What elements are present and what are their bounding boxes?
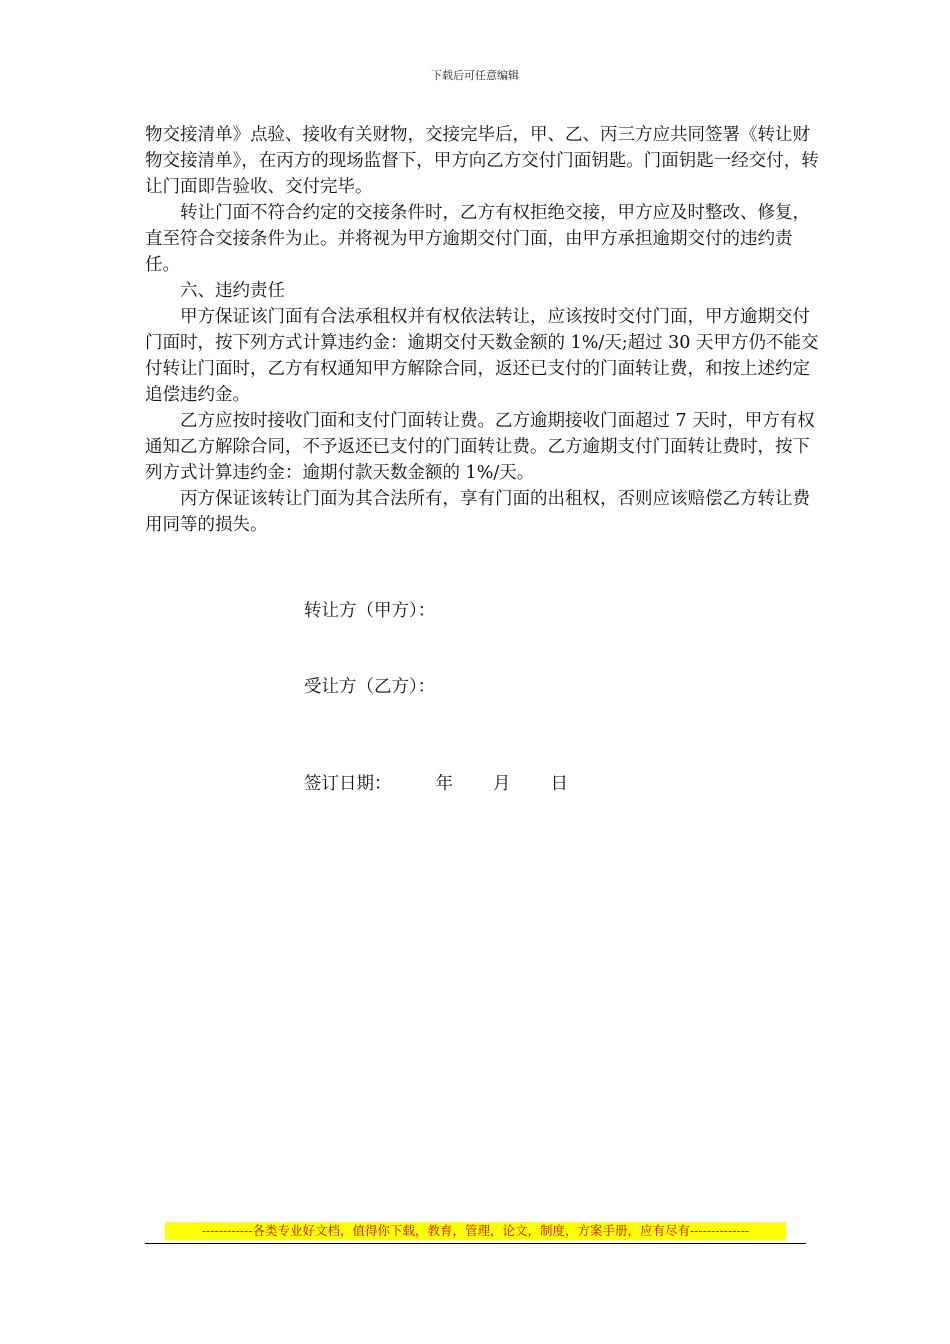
- paragraph-party-a-liability: 甲方保证该门面有合法承租权并有权依法转让，应该按时交付门面，甲方逾期交付门面时，按下列方式计算违约金：逾期交付天数金额的 1%/天;超过 30 天甲方仍不能交付转让门面时，乙方有权通知甲方解除合同，返还已支付的门面转让费，和按上述约定追偿违约金。: [145, 307, 819, 405]
- signature-transferor: 转让方（甲方）：: [304, 601, 436, 621]
- date-month-label: 月: [493, 774, 511, 794]
- signing-date-label: 签订日期：: [304, 774, 392, 794]
- paragraph-party-b-liability: 乙方应按时接收门面和支付门面转让费。乙方逾期接收门面超过 7 天时，甲方有权通知乙方解除合同，不予返还已支付的门面转让费。乙方逾期支付门面转让费时，按下列方式计算违约金：逾期付款天数金额的 1%/天。: [145, 411, 815, 483]
- paragraph-party-c-guarantee: 丙方保证该转让门面为其合法所有，享有门面的出租权，否则应该赔偿乙方转让费用同等的损失。: [145, 489, 810, 535]
- signing-date-line: [304, 770, 568, 795]
- contract-body: [145, 122, 825, 538]
- date-day-label: 日: [550, 774, 568, 794]
- footer-divider: [145, 1243, 806, 1244]
- paragraph-handover-rejection: 转让门面不符合约定的交接条件时，乙方有权拒绝交接，甲方应及时整改、修复，直至符合交接条件为止。并将视为甲方逾期交付门面，由甲方承担逾期交付的违约责任。: [145, 203, 810, 275]
- signature-transferee: 受让方（乙方）：: [304, 677, 436, 697]
- paragraph-handover-completion: 物交接清单》点验、接收有关财物，交接完毕后，甲、乙、丙三方应共同签署《转让财物交接清单》，在丙方的现场监督下，甲方向乙方交付门面钥匙。门面钥匙一经交付，转让门面即告验收、交付完毕。: [145, 125, 819, 197]
- page-header-caption: 下载后可任意编辑: [431, 69, 519, 82]
- section-heading-breach-liability: 六、违约责任: [180, 281, 285, 301]
- date-year-label: 年: [435, 774, 453, 794]
- footer-ad-banner: ------------各类专业好文档，值得你下载，教育，管理，论文，制度，方案手册，应有尽有--------------: [165, 1222, 786, 1240]
